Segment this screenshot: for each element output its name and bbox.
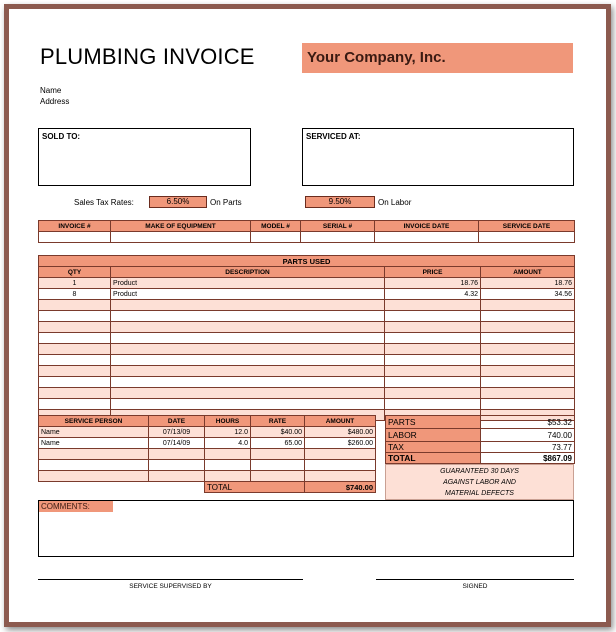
col-make-of-equipment: MAKE OF EQUIPMENT — [111, 221, 251, 232]
table-row — [39, 289, 575, 300]
guarantee-note — [385, 464, 574, 500]
col-invoice-number: INVOICE # — [39, 221, 111, 232]
supervised-label: SERVICE SUPERVISED BY — [129, 583, 212, 590]
invoice-info-table — [38, 220, 575, 243]
table-row — [39, 377, 575, 388]
labor-amount-cell: $260.00 — [305, 438, 376, 449]
guarantee-line: AGAINST LABOR AND — [443, 479, 516, 486]
amount-cell: 18.76 — [481, 278, 575, 289]
table-row — [39, 399, 575, 410]
serial-cell[interactable] — [301, 232, 375, 243]
invoice-number-cell[interactable] — [39, 232, 111, 243]
summary-parts-label: PARTS — [386, 416, 481, 429]
parts-used-title: PARTS USED — [39, 256, 575, 267]
col-date: DATE — [149, 416, 205, 427]
col-rate: RATE — [251, 416, 305, 427]
on-labor-label: On Labor — [378, 198, 412, 207]
col-service-date: SERVICE DATE — [479, 221, 575, 232]
table-row — [39, 460, 376, 471]
date-cell[interactable]: 07/14/09 — [149, 438, 205, 449]
summary-labor-value: 740.00 — [481, 429, 575, 442]
table-row — [39, 300, 575, 311]
table-row — [39, 333, 575, 344]
signed-signature-line[interactable] — [376, 579, 574, 580]
company-name: Your Company, Inc. — [302, 43, 573, 73]
page-title: PLUMBING INVOICE — [40, 44, 255, 69]
model-cell[interactable] — [251, 232, 301, 243]
customer-address: Address — [40, 97, 70, 106]
price-cell[interactable]: 4.32 — [385, 289, 481, 300]
amount-cell: 34.56 — [481, 289, 575, 300]
guarantee-line: MATERIAL DEFECTS — [445, 490, 514, 497]
col-labor-amount: AMOUNT — [305, 416, 376, 427]
table-row — [39, 278, 575, 289]
summary-tax-label: TAX — [386, 442, 481, 453]
col-price: PRICE — [385, 267, 481, 278]
qty-cell[interactable]: 8 — [39, 289, 111, 300]
description-cell[interactable]: Product — [111, 278, 385, 289]
labor-tax-rate[interactable]: 9.50% — [305, 196, 375, 208]
table-row — [39, 438, 376, 449]
price-cell[interactable]: 18.76 — [385, 278, 481, 289]
summary-parts-value: $53.32 — [481, 416, 575, 429]
qty-cell[interactable]: 1 — [39, 278, 111, 289]
table-row — [39, 366, 575, 377]
table-row — [39, 322, 575, 333]
table-row — [39, 311, 575, 322]
hours-cell[interactable]: 4.0 — [205, 438, 251, 449]
description-cell[interactable]: Product — [111, 289, 385, 300]
sold-to-box[interactable] — [38, 128, 251, 186]
summary-table — [385, 415, 575, 464]
sold-to-label: SOLD TO: — [42, 132, 81, 141]
invoice-date-cell[interactable] — [375, 232, 479, 243]
col-model-number: MODEL # — [251, 221, 301, 232]
col-serial-number: SERIAL # — [301, 221, 375, 232]
date-cell[interactable]: 07/13/09 — [149, 427, 205, 438]
labor-amount-cell: $480.00 — [305, 427, 376, 438]
table-row — [39, 449, 376, 460]
table-row — [39, 355, 575, 366]
col-qty: QTY — [39, 267, 111, 278]
guarantee-line: GUARANTEED 30 DAYS — [440, 468, 519, 475]
col-invoice-date: INVOICE DATE — [375, 221, 479, 232]
service-person-cell[interactable]: Name — [39, 427, 149, 438]
rate-cell[interactable]: 65.00 — [251, 438, 305, 449]
table-row — [39, 471, 376, 482]
comments-box[interactable] — [38, 500, 574, 557]
col-amount: AMOUNT — [481, 267, 575, 278]
signed-label: SIGNED — [462, 583, 488, 590]
serviced-at-box[interactable] — [302, 128, 574, 186]
comments-label: COMMENTS: — [39, 501, 113, 512]
table-row — [39, 388, 575, 399]
service-person-cell[interactable]: Name — [39, 438, 149, 449]
table-row — [39, 427, 376, 438]
labor-total-row — [39, 482, 376, 493]
labor-total-label: TOTAL — [205, 482, 305, 493]
summary-tax-value: 73.77 — [481, 442, 575, 453]
summary-total-value: $867.09 — [481, 453, 575, 464]
parts-tax-rate[interactable]: 6.50% — [149, 196, 207, 208]
col-hours: HOURS — [205, 416, 251, 427]
summary-total-label: TOTAL — [386, 453, 481, 464]
on-parts-label: On Parts — [210, 198, 242, 207]
labor-table — [38, 415, 376, 493]
hours-cell[interactable]: 12.0 — [205, 427, 251, 438]
supervisor-signature-line[interactable] — [38, 579, 303, 580]
col-description: DESCRIPTION — [111, 267, 385, 278]
summary-labor-label: LABOR — [386, 429, 481, 442]
customer-name: Name — [40, 86, 62, 95]
service-date-cell[interactable] — [479, 232, 575, 243]
rate-cell[interactable]: $40.00 — [251, 427, 305, 438]
parts-table — [38, 255, 575, 421]
col-service-person: SERVICE PERSON — [39, 416, 149, 427]
table-row — [39, 344, 575, 355]
serviced-at-label: SERVICED AT: — [306, 132, 361, 141]
equipment-cell[interactable] — [111, 232, 251, 243]
tax-rates-label: Sales Tax Rates: — [74, 198, 134, 207]
labor-total-value: $740.00 — [305, 482, 376, 493]
